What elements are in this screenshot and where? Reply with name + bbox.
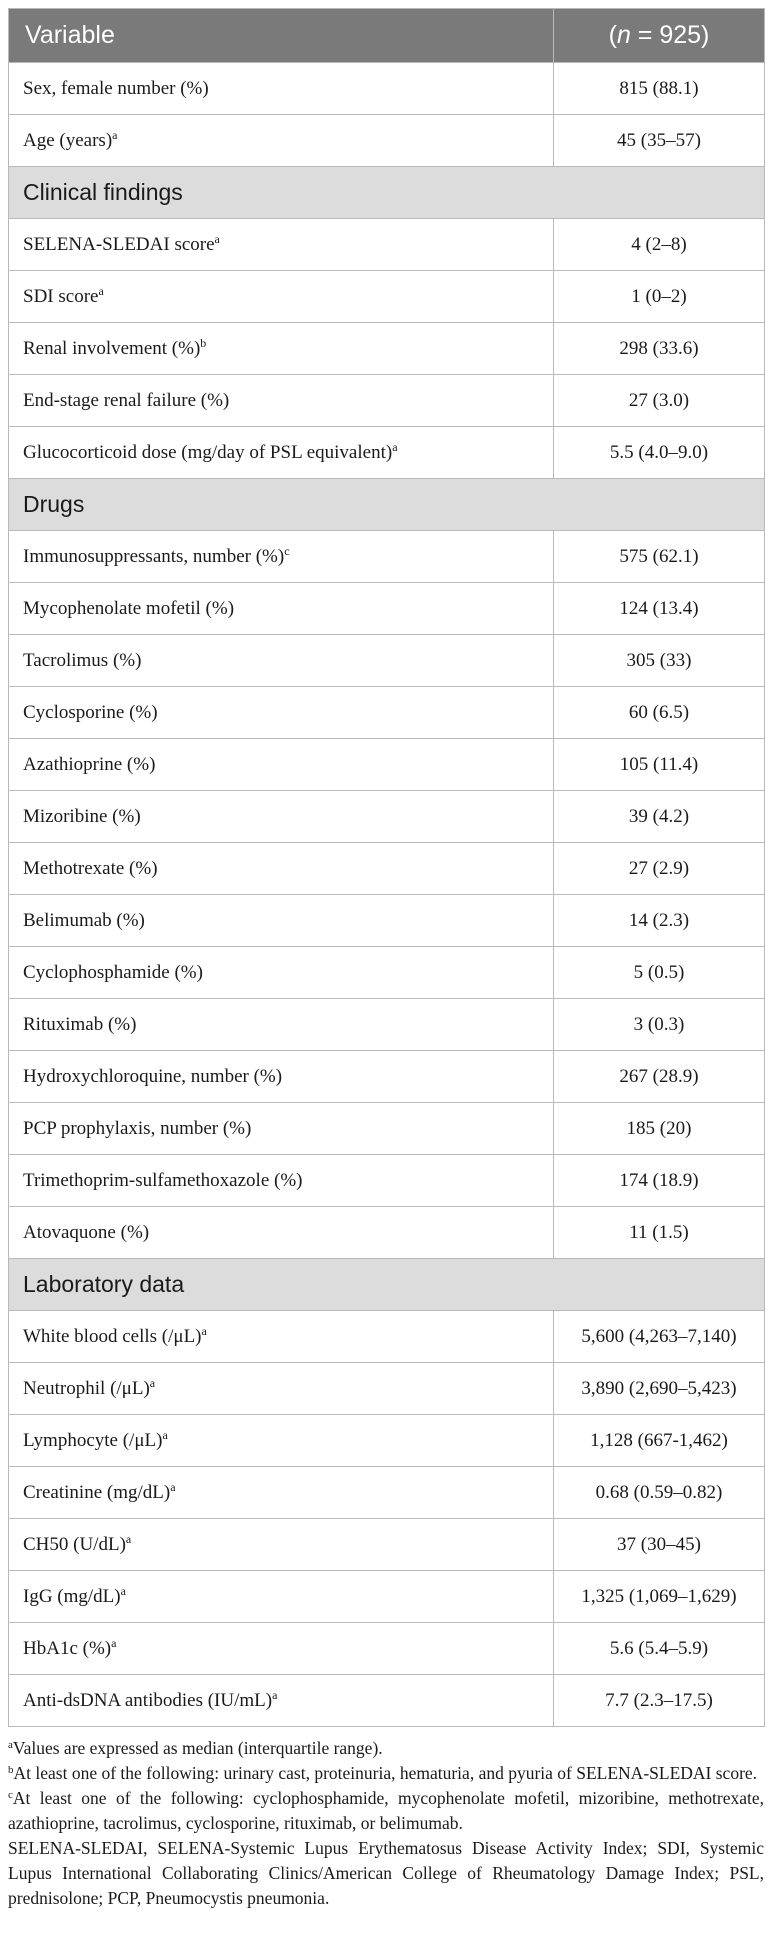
row-value: 4 (2–8) [554, 219, 765, 271]
row-label-cell [9, 271, 554, 323]
row-label-cell [9, 219, 554, 271]
row-value: 1,128 (667-1,462) [554, 1415, 765, 1467]
row-value: 1,325 (1,069–1,629) [554, 1571, 765, 1623]
footnote-text: At least one of the following: cyclophosphamide, mycophenolate mofetil, mizoribine, methotrexate, azathioprine, tacrolimus, cyclosporine, rituximab, or belimumab. [8, 1788, 764, 1833]
row-value: 298 (33.6) [554, 323, 765, 375]
row-label-cell [9, 1103, 554, 1155]
row-value: 5.5 (4.0–9.0) [554, 427, 765, 479]
footnote [8, 1836, 764, 1911]
row-label: Trimethoprim-sulfamethoxazole (%) [23, 1169, 303, 1191]
row-label: Immunosuppressants, number (%) [23, 545, 285, 567]
row-value: 3 (0.3) [554, 999, 765, 1051]
row-label: Hydroxychloroquine, number (%) [23, 1065, 283, 1087]
table-header-row [9, 9, 765, 63]
table-row [9, 1415, 765, 1467]
row-label-footnote-mark: a [272, 1687, 278, 1702]
footnote-mark: c [8, 1789, 13, 1801]
table-container [8, 8, 764, 1911]
row-value: 14 (2.3) [554, 895, 765, 947]
baseline-characteristics-table [8, 8, 765, 1727]
table-row [9, 323, 765, 375]
table-row [9, 687, 765, 739]
row-label-footnote-mark: a [125, 1531, 132, 1546]
row-label-cell [9, 1311, 554, 1363]
row-label: Renal involvement (%) [23, 337, 201, 359]
row-label-cell [9, 115, 554, 167]
table-row [9, 1311, 765, 1363]
row-value: 5 (0.5) [554, 947, 765, 999]
row-label-cell [9, 843, 554, 895]
row-label: Lymphocyte (/μL) [23, 1429, 163, 1451]
table-footnotes [8, 1727, 764, 1911]
table-row [9, 999, 765, 1051]
row-label-footnote-mark: b [200, 335, 207, 350]
row-label: Glucocorticoid dose (mg/day of PSL equivalent) [23, 441, 393, 463]
section-title: Drugs [9, 479, 765, 531]
row-label-cell [9, 999, 554, 1051]
row-label-cell [9, 1467, 554, 1519]
row-value: 7.7 (2.3–17.5) [554, 1675, 765, 1727]
row-label: Cyclosporine (%) [23, 701, 158, 723]
row-label-cell [9, 1675, 554, 1727]
row-value: 174 (18.9) [554, 1155, 765, 1207]
footnote-text: At least one of the following: urinary cast, proteinuria, hematuria, and pyuria of SELENA-SLEDAI score. [13, 1763, 758, 1783]
footnote-text: Values are expressed as median (interquartile range). [12, 1738, 383, 1758]
table-row [9, 375, 765, 427]
header-variable: Variable [9, 9, 554, 63]
section-title: Laboratory data [9, 1259, 765, 1311]
row-label-cell [9, 1051, 554, 1103]
row-label: SELENA-SLEDAI score [23, 233, 215, 255]
table-row [9, 1155, 765, 1207]
row-label-cell [9, 635, 554, 687]
row-label-cell [9, 739, 554, 791]
footnote [8, 1736, 764, 1761]
row-label-footnote-mark: a [162, 1427, 168, 1442]
table-row [9, 1519, 765, 1571]
row-label-cell [9, 1207, 554, 1259]
row-value: 305 (33) [554, 635, 765, 687]
row-label: Cyclophosphamide (%) [23, 961, 203, 983]
table-row [9, 63, 765, 115]
row-value: 1 (0–2) [554, 271, 765, 323]
row-value: 815 (88.1) [554, 63, 765, 115]
row-label-cell [9, 1415, 554, 1467]
row-label: Mizoribine (%) [23, 805, 141, 827]
row-value: 575 (62.1) [554, 531, 765, 583]
row-value: 39 (4.2) [554, 791, 765, 843]
row-value: 105 (11.4) [554, 739, 765, 791]
row-label: Rituximab (%) [23, 1013, 137, 1035]
table-row [9, 635, 765, 687]
table-row [9, 791, 765, 843]
row-value: 5.6 (5.4–5.9) [554, 1623, 765, 1675]
table-row [9, 843, 765, 895]
footnote-text: SELENA-SLEDAI, SELENA-Systemic Lupus Erythematosus Disease Activity Index; SDI, Systemic Lupus International Collaborating Clinics/American College of Rheumatology Damage Index; PSL, prednisolone; PCP, Pneumocystis pneumonia. [8, 1838, 764, 1908]
row-label: CH50 (U/dL) [23, 1533, 126, 1555]
row-label-footnote-mark: a [98, 283, 104, 298]
row-label: IgG (mg/dL) [23, 1585, 121, 1607]
row-label-footnote-mark: a [392, 439, 398, 454]
row-label: Creatinine (mg/dL) [23, 1481, 171, 1503]
table-row [9, 947, 765, 999]
row-label: Belimumab (%) [23, 909, 145, 931]
row-value: 0.68 (0.59–0.82) [554, 1467, 765, 1519]
header-n-suffix: = 925) [630, 21, 710, 49]
row-label-footnote-mark: a [149, 1375, 156, 1390]
table-row [9, 1051, 765, 1103]
table-row [9, 271, 765, 323]
table-row [9, 531, 765, 583]
row-label-footnote-mark: a [201, 1323, 207, 1338]
row-label: Age (years) [23, 129, 113, 151]
row-value: 5,600 (4,263–7,140) [554, 1311, 765, 1363]
row-label-cell [9, 323, 554, 375]
row-value: 11 (1.5) [554, 1207, 765, 1259]
table-row [9, 1571, 765, 1623]
row-label: White blood cells (/μL) [23, 1325, 202, 1347]
row-label: PCP prophylaxis, number (%) [23, 1117, 252, 1139]
row-label-footnote-mark: a [214, 231, 220, 246]
footnote [8, 1786, 764, 1836]
table-row [9, 1103, 765, 1155]
row-label: HbA1c (%) [23, 1637, 112, 1659]
header-n-prefix: ( [608, 21, 617, 49]
table-row [9, 427, 765, 479]
row-value: 185 (20) [554, 1103, 765, 1155]
table-row [9, 115, 765, 167]
row-label: Anti-dsDNA antibodies (IU/mL) [23, 1689, 273, 1711]
row-value: 27 (2.9) [554, 843, 765, 895]
row-label: Methotrexate (%) [23, 857, 158, 879]
section-header-row [9, 1259, 765, 1311]
row-label-footnote-mark: a [112, 127, 118, 142]
row-label: End-stage renal failure (%) [23, 389, 230, 411]
table-row [9, 583, 765, 635]
row-label-cell [9, 1623, 554, 1675]
row-label: Neutrophil (/μL) [23, 1377, 150, 1399]
table-row [9, 1207, 765, 1259]
row-label-cell [9, 63, 554, 115]
row-label-cell [9, 947, 554, 999]
table-row [9, 1675, 765, 1727]
table-row [9, 895, 765, 947]
row-label-footnote-mark: c [284, 543, 290, 558]
section-title: Clinical findings [9, 167, 765, 219]
row-label: Tacrolimus (%) [23, 649, 142, 671]
row-label-footnote-mark: a [170, 1479, 176, 1494]
row-label: Mycophenolate mofetil (%) [23, 597, 235, 619]
row-label-cell [9, 1155, 554, 1207]
row-label: Azathioprine (%) [23, 753, 156, 775]
row-label-footnote-mark: a [111, 1635, 117, 1650]
row-label-cell [9, 687, 554, 739]
table-row [9, 1467, 765, 1519]
row-label-cell [9, 1363, 554, 1415]
row-label-cell [9, 791, 554, 843]
table-body [9, 63, 765, 1727]
row-label: SDI score [23, 285, 99, 307]
footnote-mark: a [8, 1739, 13, 1751]
row-value: 267 (28.9) [554, 1051, 765, 1103]
row-value: 3,890 (2,690–5,423) [554, 1363, 765, 1415]
row-label: Sex, female number (%) [23, 77, 209, 99]
row-value: 124 (13.4) [554, 583, 765, 635]
row-label-cell [9, 583, 554, 635]
table-row [9, 1363, 765, 1415]
table-row [9, 1623, 765, 1675]
row-label-cell [9, 427, 554, 479]
header-n-symbol: n [616, 21, 631, 49]
header-n [554, 9, 765, 63]
row-label-cell [9, 1571, 554, 1623]
row-value: 37 (30–45) [554, 1519, 765, 1571]
section-header-row [9, 479, 765, 531]
row-value: 27 (3.0) [554, 375, 765, 427]
row-value: 45 (35–57) [554, 115, 765, 167]
row-label-cell [9, 1519, 554, 1571]
row-label-footnote-mark: a [120, 1583, 126, 1598]
row-label-cell [9, 375, 554, 427]
section-header-row [9, 167, 765, 219]
row-label-cell [9, 531, 554, 583]
row-label: Atovaquone (%) [23, 1221, 150, 1243]
row-value: 60 (6.5) [554, 687, 765, 739]
footnote [8, 1761, 764, 1786]
footnote-mark: b [8, 1764, 14, 1776]
row-label-cell [9, 895, 554, 947]
table-row [9, 739, 765, 791]
table-row [9, 219, 765, 271]
